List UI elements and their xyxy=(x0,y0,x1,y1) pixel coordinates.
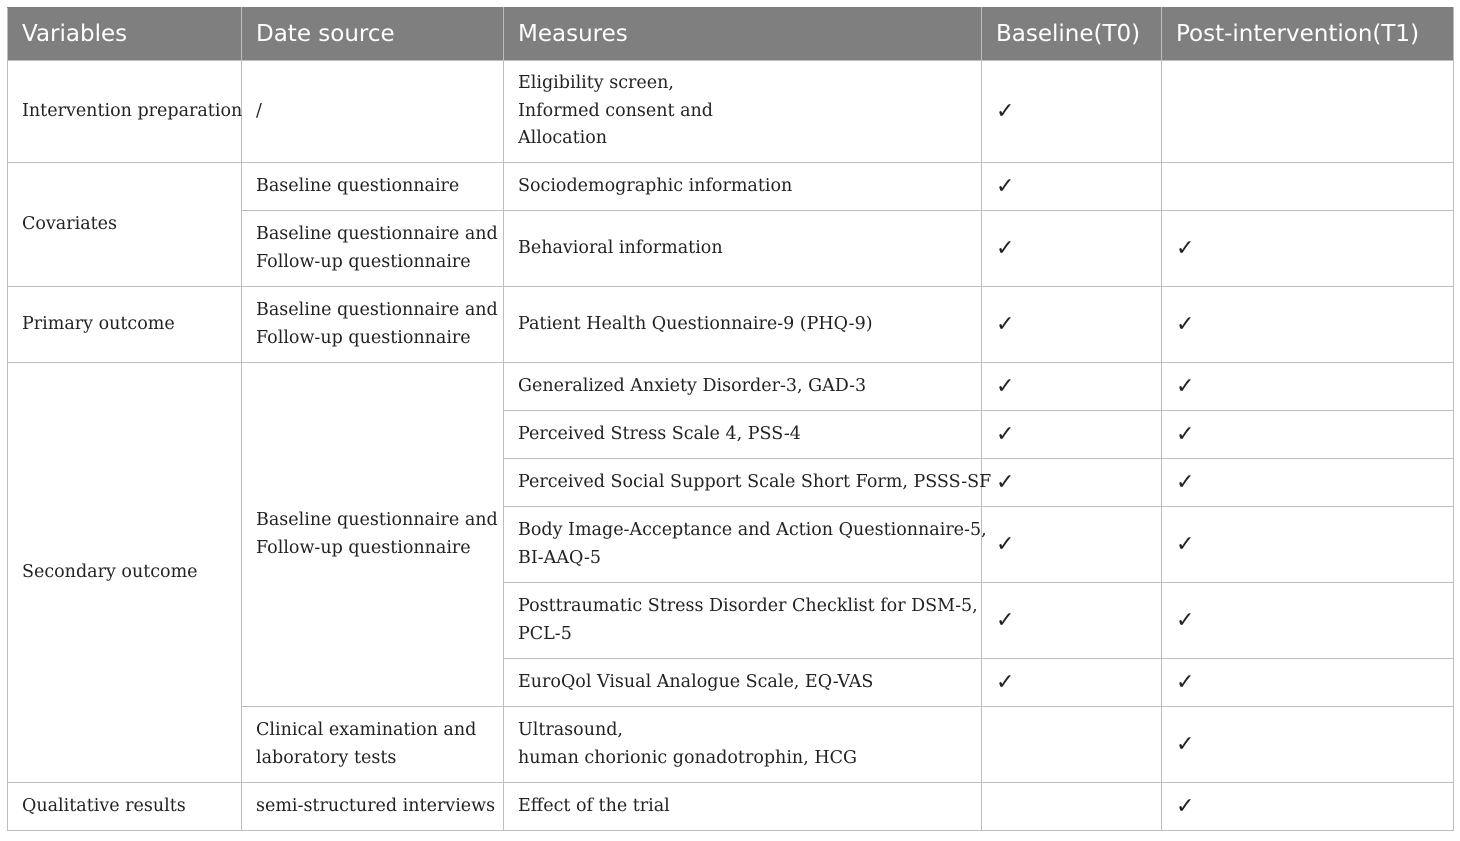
measure-cell xyxy=(504,707,982,783)
variable-cell: Primary outcome xyxy=(8,287,242,363)
table-row xyxy=(8,61,1454,163)
post-check: ✓ xyxy=(1162,507,1454,583)
measure-cell: Perceived Stress Scale 4, PSS-4 xyxy=(504,411,982,459)
baseline-check: ✓ xyxy=(982,287,1162,363)
study-schedule-table xyxy=(7,7,1454,831)
baseline-check: ✓ xyxy=(982,211,1162,287)
baseline-check: ✓ xyxy=(982,659,1162,707)
measure-cell: Behavioral information xyxy=(504,211,982,287)
header-post-intervention: Post-intervention(T1) xyxy=(1162,8,1454,61)
post-check: ✓ xyxy=(1162,211,1454,287)
variable-cell: Intervention preparation xyxy=(8,61,242,163)
baseline-check: ✓ xyxy=(982,507,1162,583)
post-check: ✓ xyxy=(1162,707,1454,783)
post-check xyxy=(1162,61,1454,163)
source-cell xyxy=(242,707,504,783)
source-cell: semi-structured interviews xyxy=(242,783,504,831)
header-baseline: Baseline(T0) xyxy=(982,8,1162,61)
measure-line: Ultrasound, xyxy=(518,720,623,740)
post-check: ✓ xyxy=(1162,659,1454,707)
variable-cell: Covariates xyxy=(8,163,242,287)
measure-cell xyxy=(504,583,982,659)
measure-line: human chorionic gonadotrophin, HCG xyxy=(518,747,857,768)
variable-cell: Qualitative results xyxy=(8,783,242,831)
post-check xyxy=(1162,163,1454,211)
baseline-check: ✓ xyxy=(982,583,1162,659)
source-line: Follow-up questionnaire xyxy=(256,537,471,558)
measure-cell: EuroQol Visual Analogue Scale, EQ-VAS xyxy=(504,659,982,707)
measure-line: PCL-5 xyxy=(518,623,572,644)
source-cell xyxy=(242,287,504,363)
header-variables: Variables xyxy=(8,8,242,61)
source-cell: Baseline questionnaire xyxy=(242,163,504,211)
source-cell xyxy=(242,211,504,287)
source-cell xyxy=(242,363,504,707)
source-line: Baseline questionnaire and xyxy=(256,224,498,244)
measure-cell: Patient Health Questionnaire-9 (PHQ-9) xyxy=(504,287,982,363)
measure-line: Allocation xyxy=(518,128,608,149)
source-cell: / xyxy=(242,61,504,163)
source-line: Follow-up questionnaire xyxy=(256,327,471,348)
measure-line: Eligibility screen, xyxy=(518,73,674,94)
post-check: ✓ xyxy=(1162,583,1454,659)
measure-line: Posttraumatic Stress Disorder Checklist for DSM-5, xyxy=(518,596,978,616)
measure-line: BI-AAQ-5 xyxy=(518,547,601,568)
baseline-check: ✓ xyxy=(982,363,1162,411)
post-check: ✓ xyxy=(1162,287,1454,363)
table-row xyxy=(8,363,1454,411)
post-check: ✓ xyxy=(1162,459,1454,507)
source-line: Baseline questionnaire and xyxy=(256,510,498,530)
measure-cell: Perceived Social Support Scale Short Form, PSSS-SF xyxy=(504,459,982,507)
baseline-check xyxy=(982,707,1162,783)
baseline-check: ✓ xyxy=(982,459,1162,507)
table-row xyxy=(8,783,1454,831)
header-date-source: Date source xyxy=(242,8,504,61)
measure-cell: Effect of the trial xyxy=(504,783,982,831)
source-line: Follow-up questionnaire xyxy=(256,251,471,272)
source-line: Clinical examination and xyxy=(256,720,477,740)
baseline-check: ✓ xyxy=(982,61,1162,163)
post-check: ✓ xyxy=(1162,411,1454,459)
measure-line: Body Image-Acceptance and Action Questionnaire-5, xyxy=(518,520,987,540)
measure-line: Informed consent and xyxy=(518,100,713,121)
table-row xyxy=(8,163,1454,211)
header-row xyxy=(8,8,1454,61)
measure-cell xyxy=(504,61,982,163)
measure-cell: Sociodemographic information xyxy=(504,163,982,211)
post-check: ✓ xyxy=(1162,783,1454,831)
measure-cell: Generalized Anxiety Disorder-3, GAD-3 xyxy=(504,363,982,411)
source-line: Baseline questionnaire and xyxy=(256,300,498,320)
variable-cell: Secondary outcome xyxy=(8,363,242,783)
table-row xyxy=(8,287,1454,363)
baseline-check: ✓ xyxy=(982,411,1162,459)
baseline-check xyxy=(982,783,1162,831)
baseline-check: ✓ xyxy=(982,163,1162,211)
source-line: laboratory tests xyxy=(256,747,397,768)
header-measures: Measures xyxy=(504,8,982,61)
measure-cell xyxy=(504,507,987,583)
post-check: ✓ xyxy=(1162,363,1454,411)
